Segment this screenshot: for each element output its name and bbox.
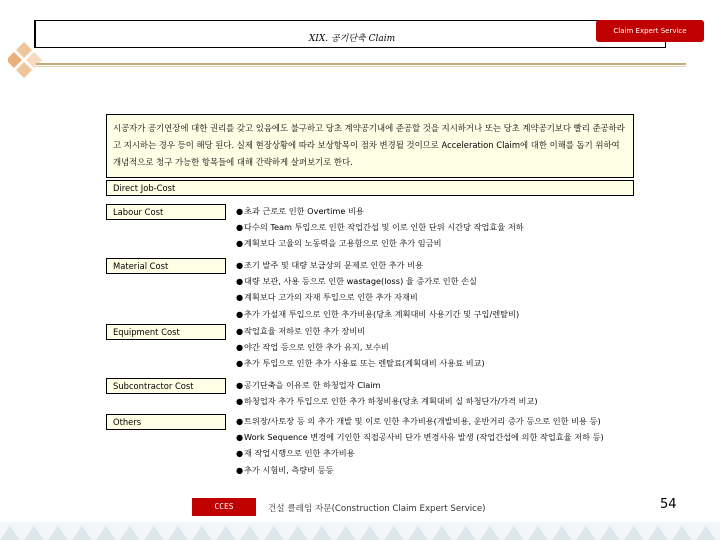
list-item: ●추가 투입으로 인한 추가 사용료 또는 렌탈료(계획대비 사용료 비교) — [236, 355, 676, 371]
category-items-equipment — [236, 323, 676, 372]
bullet-icon: ● — [236, 206, 244, 216]
list-item: ●계획보다 고율의 노동력을 고용함으로 인한 추가 임금비 — [236, 235, 676, 251]
page-number: 54 — [660, 497, 677, 512]
list-item: ●조기 발주 및 대량 보급상의 문제로 인한 추가 비용 — [236, 257, 676, 273]
bullet-icon: ● — [236, 308, 244, 319]
section-header — [106, 180, 634, 196]
intro-text: 시공자가 공기연장에 대한 권리를 갖고 있음에도 불구하고 당초 계약공기내에 준공할 것을 지시하거나 또는 당초 계약공기보다 빨리 준공하라고 지시하는 경우 등이 해당 된다. 실제 현장상황에 따라 보상항목이 점차 변경될 것이므로 Acceleration Claim에 대한 이해를 돕기 위하여 개념적으로 청구 가능한 항목들에 대해 간략하게 살펴보기로 한다. — [113, 123, 625, 167]
bullet-icon: ● — [236, 448, 244, 459]
bullet-icon: ● — [236, 238, 244, 249]
category-label-text: Subcontractor Cost — [113, 381, 194, 391]
category-items-material — [236, 257, 676, 322]
list-item: ●하청업자 추가 투입으로 인한 추가 하청비용(당초 계획대비 실 하청단가/가격 비교) — [236, 393, 676, 409]
bullet-icon: ● — [236, 222, 244, 233]
footer-text: 건설 클레임 자문(Construction Claim Expert Service) — [268, 504, 486, 514]
list-item: ●추가 가설재 투입으로 인한 추가비용(당초 계획대비 사용기간 및 구입/렌탈비) — [236, 306, 676, 322]
list-item: ●작업효율 저하로 인한 추가 장비비 — [236, 323, 676, 339]
category-label-text: Others — [113, 417, 142, 427]
bullet-icon: ● — [236, 276, 244, 287]
category-label-labour — [106, 204, 226, 220]
category-label-text: Equipment Cost — [113, 327, 180, 337]
cces-logo: CCES — [192, 498, 256, 516]
category-label-text: Labour Cost — [113, 207, 164, 217]
bullet-icon: ● — [236, 358, 244, 369]
list-item: ●계획보다 고가의 자재 투입으로 인한 추가 자재비 — [236, 289, 676, 305]
bullet-icon: ● — [236, 416, 244, 426]
list-item: ●트위장/사토장 등 의 추가 개발 및 이로 인한 추가비용(개발비용, 운반거리 증가 등으로 인한 비용 등) — [236, 413, 676, 429]
section-title: Direct Job-Cost — [113, 183, 176, 193]
page-title: XIX. 공기단축 Claim — [308, 34, 396, 44]
header-bar — [34, 20, 666, 48]
category-label-subcontractor — [106, 378, 226, 394]
category-label-equipment — [106, 324, 226, 340]
category-items-labour — [236, 203, 676, 252]
bullet-icon: ● — [236, 342, 244, 353]
decorative-bottom-strip — [0, 522, 720, 540]
intro-box — [106, 114, 634, 178]
bullet-icon: ● — [236, 432, 244, 443]
bullet-icon: ● — [236, 260, 244, 270]
list-item: ●초과 근로로 인한 Overtime 비용 — [236, 203, 676, 219]
category-items-others — [236, 413, 676, 478]
list-item: ●공기단축을 이유로 한 하청업자 Claim — [236, 377, 676, 393]
bullet-icon: ● — [236, 292, 244, 303]
list-item: ●추가 시험비, 측량비 등등 — [236, 462, 676, 478]
bullet-icon: ● — [236, 396, 244, 407]
list-item: ●Work Sequence 변경에 기인한 직접공사비 단가 변경사유 발생 (작업간섭에 의한 작업효율 저하 등) — [236, 429, 676, 445]
category-items-subcontractor — [236, 377, 676, 409]
list-item: ●다수의 Team 투입으로 인한 작업간섭 및 이로 인한 단위 시간당 작업효율 저하 — [236, 219, 676, 235]
divider — [36, 63, 686, 65]
list-item: ●대량 보관, 사용 등으로 인한 wastage(loss) 율 증가로 인한 손실 — [236, 273, 676, 289]
list-item: ●야간 작업 등으로 인한 추가 유지, 보수비 — [236, 339, 676, 355]
claim-expert-badge: Claim Expert Service — [596, 20, 704, 42]
bullet-icon: ● — [236, 380, 244, 390]
category-label-others — [106, 414, 226, 430]
category-label-text: Material Cost — [113, 261, 169, 271]
list-item: ●재 작업시행으로 인한 추가비용 — [236, 445, 676, 461]
bullet-icon: ● — [236, 464, 244, 475]
bullet-icon: ● — [236, 326, 244, 336]
category-label-material — [106, 258, 226, 274]
divider-thin — [36, 66, 686, 67]
